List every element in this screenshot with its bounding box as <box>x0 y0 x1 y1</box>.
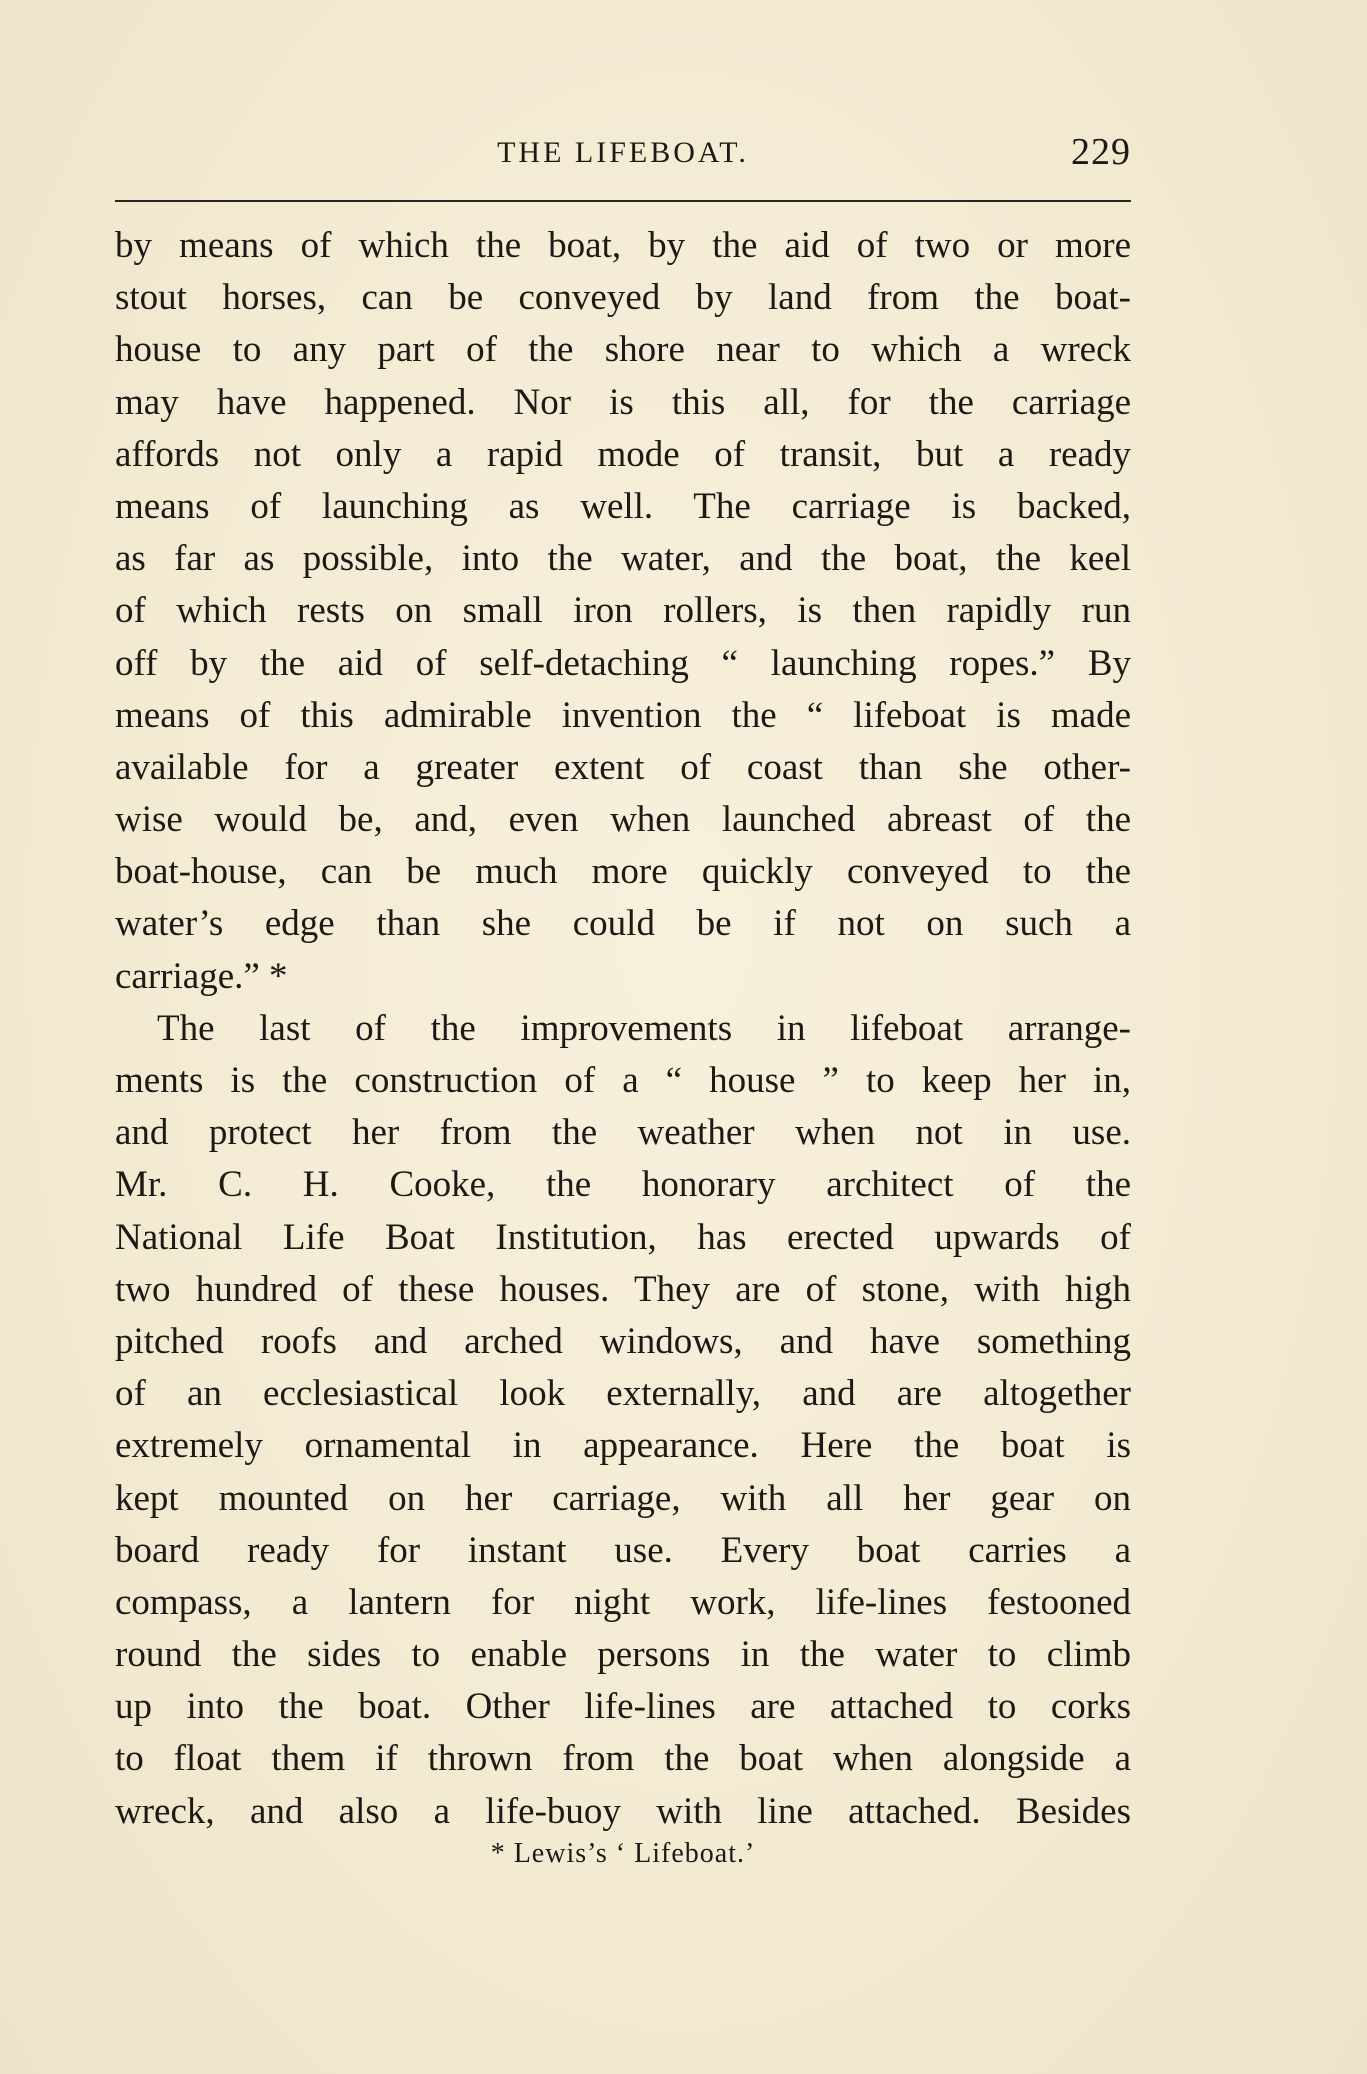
text-line: affords not only a rapid mode of transit, but a ready <box>115 433 1131 475</box>
text-line: National Life Boat Institution, has erected upwards of <box>115 1216 1131 1258</box>
text-line: extremely ornamental in appearance. Here the boat is <box>115 1425 1131 1467</box>
text-line: and protect her from the weather when not in use. <box>115 1112 1131 1154</box>
text-line: wise would be, and, even when launched abreast of the <box>115 799 1131 841</box>
text-line: by means of which the boat, by the aid of two or more <box>115 225 1131 266</box>
text-line: board ready for instant use. Every boat carries a <box>115 1529 1131 1571</box>
text-line: stout horses, can be conveyed by land from the boat- <box>115 277 1131 319</box>
text-line: water’s edge than she could be if not on such a <box>115 903 1131 945</box>
text-line: ments is the construction of a “ house ” to keep her in, <box>115 1060 1131 1101</box>
text-line: carriage.” * <box>115 955 288 997</box>
header-rule <box>115 200 1131 202</box>
text-line: off by the aid of self-detaching “ launching ropes.” By <box>115 642 1131 684</box>
text-line: to float them if thrown from the boat when alongside a <box>115 1738 1131 1780</box>
running-head: THE LIFEBOAT. <box>497 136 749 169</box>
page-header <box>115 128 1131 188</box>
text-line: of which rests on small iron rollers, is then rapidly run <box>115 590 1131 632</box>
text-line: The last of the improvements in lifeboat arrange- <box>157 1007 1131 1049</box>
text-line: up into the boat. Other life-lines are attached to corks <box>115 1686 1131 1728</box>
text-line: means of this admirable invention the “ lifeboat is made <box>115 694 1131 736</box>
text-line: two hundred of these houses. They are of stone, with high <box>115 1268 1131 1310</box>
text-line: as far as possible, into the water, and the boat, the keel <box>115 538 1131 580</box>
text-line: may have happened. Nor is this all, for the carriage <box>115 381 1131 423</box>
text-line: means of launching as well. The carriage is backed, <box>115 485 1131 527</box>
page-number: 229 <box>1071 131 1131 173</box>
text-line: round the sides to enable persons in the water to climb <box>115 1634 1131 1676</box>
footnote: * Lewis’s ‘ Lifeboat.’ <box>490 1838 756 1869</box>
text-line: available for a greater extent of coast than she other- <box>115 746 1131 788</box>
text-line: of an ecclesiastical look externally, and are altogether <box>115 1373 1131 1415</box>
text-line: pitched roofs and arched windows, and have something <box>115 1320 1131 1362</box>
text-line: Mr. C. H. Cooke, the honorary architect of the <box>115 1164 1131 1206</box>
text-line: kept mounted on her carriage, with all her gear on <box>115 1477 1131 1519</box>
text-line: wreck, and also a life-buoy with line attached. Besides <box>115 1790 1131 1832</box>
text-line: compass, a lantern for night work, life-lines festooned <box>115 1581 1131 1623</box>
text-line: boat-house, can be much more quickly conveyed to the <box>115 851 1131 893</box>
text-line: house to any part of the shore near to which a wreck <box>115 329 1131 371</box>
body-text <box>115 220 1131 1838</box>
